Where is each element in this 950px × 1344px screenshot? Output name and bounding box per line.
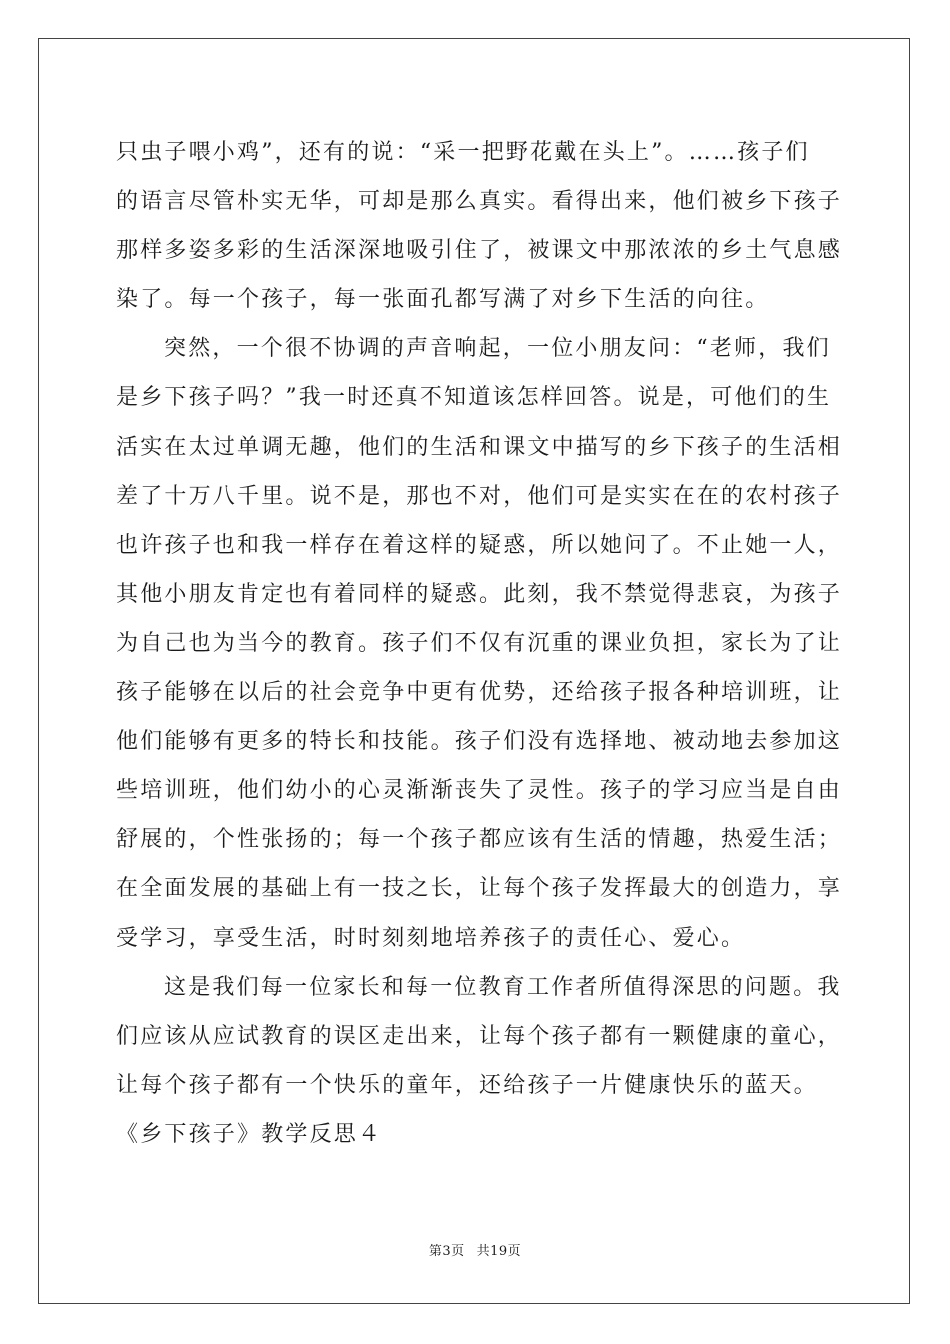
text-line: 差了十万八千里。说不是，那也不对，他们可是实实在在的农村孩子 [116, 483, 843, 509]
text-line: 为自己也为当今的教育。孩子们不仅有沉重的课业负担，家长为了让 [116, 630, 843, 656]
text-line: 只虫子喂小鸡”，还有的说：“采一把野花戴在头上”。……孩子们 [116, 140, 810, 165]
document-body [116, 128, 843, 1159]
text-line: 孩子能够在以后的社会竞争中更有优势，还给孩子报各种培训班，让 [116, 680, 843, 706]
text-line: 舒展的，个性张扬的；每一个孩子都应该有生活的情趣，热爱生活； [116, 827, 843, 853]
section-title: 《乡下孩子》教学反思４ [116, 1121, 383, 1147]
text-line: 突然，一个很不协调的声音响起，一位小朋友问：“老师，我们 [164, 336, 831, 362]
paragraph-1 [116, 128, 843, 324]
text-line: 也许孩子也和我一样存在着这样的疑惑，所以她问了。不止她一人， [116, 532, 843, 558]
section-heading [116, 1110, 836, 1159]
paragraph-2 [116, 324, 843, 962]
text-line: 这是我们每一位家长和每一位教育工作者所值得深思的问题。我 [164, 974, 842, 1000]
text-line: 在全面发展的基础上有一技之长，让每个孩子发挥最大的创造力，享 [116, 876, 843, 902]
text-line: 们应该从应试教育的误区走出来，让每个孩子都有一颗健康的童心， [116, 1023, 843, 1049]
text-line: 的语言尽管朴实无华，可却是那么真实。看得出来，他们被乡下孩子 [116, 189, 843, 215]
paragraph-3 [116, 963, 843, 1110]
page-number: 第3页 [428, 1244, 465, 1259]
text-line: 受学习，享受生活，时时刻刻地培养孩子的责任心、爱心。 [116, 925, 746, 951]
text-line: 那样多姿多彩的生活深深地吸引住了，被课文中那浓浓的乡土气息感 [116, 238, 843, 264]
total-pages: 共19页 [476, 1244, 522, 1259]
text-line: 让每个孩子都有一个快乐的童年，还给孩子一片健康快乐的蓝天。 [116, 1072, 818, 1098]
text-line: 些培训班，他们幼小的心灵渐渐丧失了灵性。孩子的学习应当是自由 [116, 778, 843, 804]
page-footer [0, 1240, 950, 1259]
text-line: 是乡下孩子吗？”我一时还真不知道该怎样回答。说是，可他们的生 [116, 385, 832, 411]
text-line: 其他小朋友肯定也有着同样的疑惑。此刻，我不禁觉得悲哀，为孩子 [116, 581, 843, 607]
text-line: 染了。每一个孩子，每一张面孔都写满了对乡下生活的向往。 [116, 287, 770, 313]
text-line: 活实在太过单调无趣，他们的生活和课文中描写的乡下孩子的生活相 [116, 434, 843, 460]
text-line: 他们能够有更多的特长和技能。孩子们没有选择地、被动地去参加这 [116, 729, 843, 755]
